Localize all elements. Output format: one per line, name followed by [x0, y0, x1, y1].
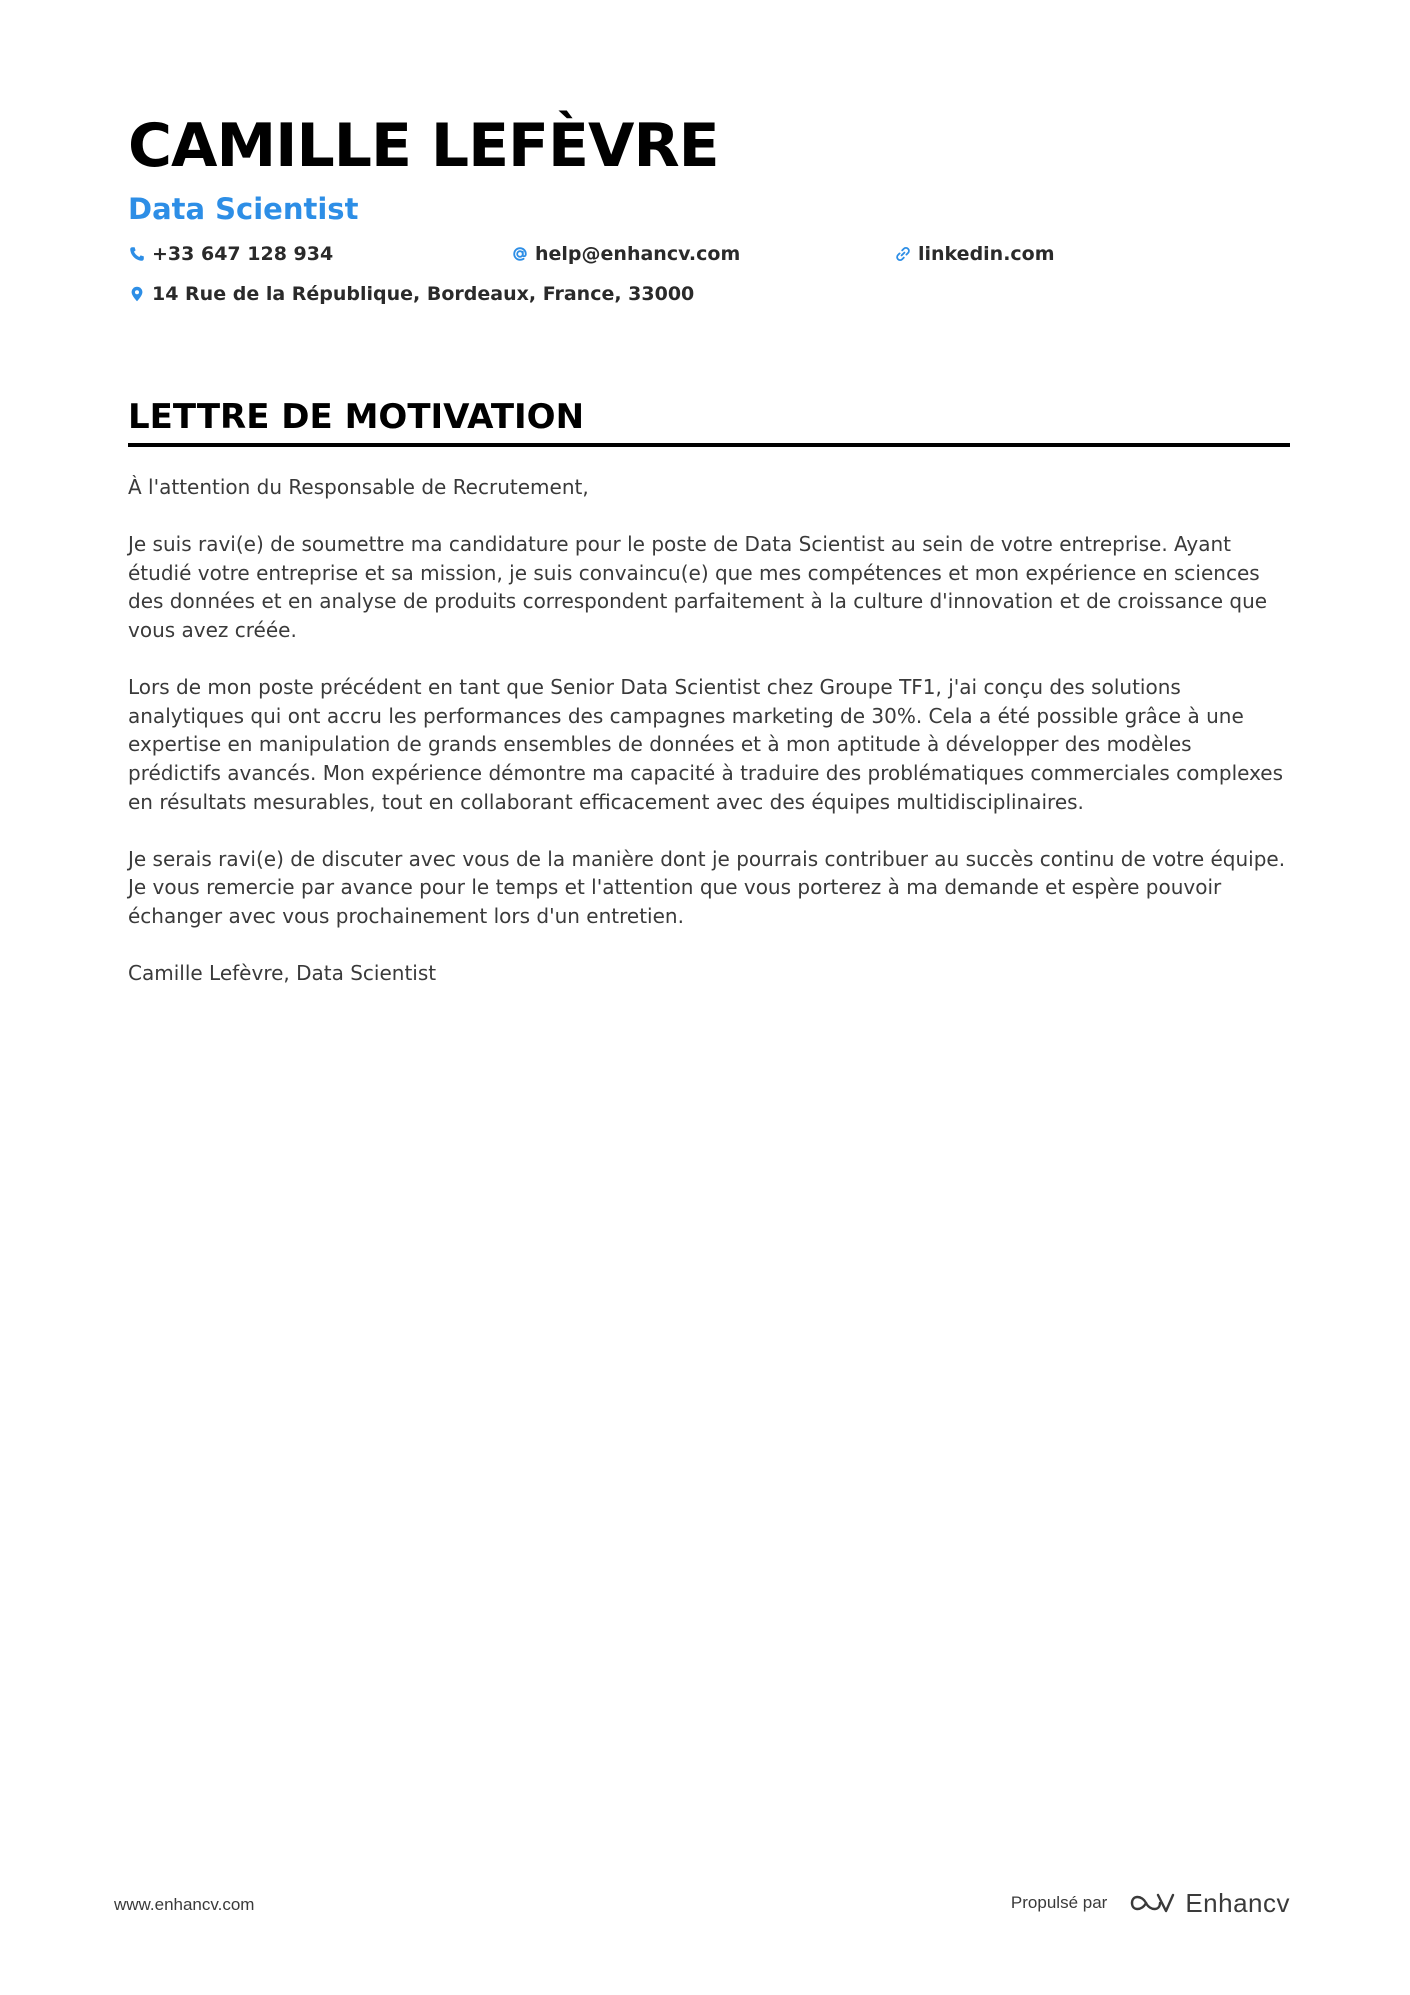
- letter-paragraph-2: Lors de mon poste précédent en tant que Senior Data Scientist chez Groupe TF1, j'ai conçu des solutions analytiques qui ont accru les performances des campagnes marketing de 30%. Cela a été possible grâce à une expertise en manipulation de grands ensembles de données et à mon aptitude à développer des modèles prédictifs avancés. Mon expérience démontre ma capacité à traduire des problématiques commerciales complexes en résultats mesurables, tout en collaborant efficacement avec des équipes multidisciplinaires.: [128, 675, 1284, 814]
- cover-letter-section: [128, 395, 1290, 1016]
- letter-greeting: À l'attention du Responsable de Recrutement,: [128, 475, 589, 499]
- contact-phone: [128, 240, 333, 268]
- email-address[interactable]: help@enhancv.com: [535, 243, 741, 265]
- contact-address: [128, 280, 694, 308]
- linkedin-link[interactable]: linkedin.com: [918, 243, 1055, 265]
- phone-icon: [128, 245, 146, 263]
- section-title: LETTRE DE MOTIVATION: [128, 397, 585, 437]
- contact-email: [511, 240, 740, 268]
- letter-signature: Camille Lefèvre, Data Scientist: [128, 961, 437, 986]
- candidate-title: Data Scientist: [128, 192, 359, 226]
- footer-website[interactable]: www.enhancv.com: [114, 1895, 255, 1914]
- section-divider: [128, 443, 1290, 447]
- brand-name[interactable]: Enhancv: [1185, 1888, 1290, 1918]
- letter-paragraph-1: Je suis ravi(e) de soumettre ma candidature pour le poste de Data Scientist au sein de votre entreprise. Ayant étudié votre entreprise et sa mission, je suis convaincu(e) que mes compétences et mon expérience en sciences des données et en analyse de produits correspondent parfaitement à la culture d'innovation et de croissance que vous avez créée.: [128, 532, 1268, 642]
- address: 14 Rue de la République, Bordeaux, France, 33000: [152, 283, 695, 305]
- candidate-name: CAMILLE LEFÈVRE: [128, 111, 719, 181]
- phone-number[interactable]: +33 647 128 934: [152, 243, 334, 265]
- link-icon: [894, 245, 912, 263]
- at-icon: [511, 245, 529, 263]
- enhancv-logo-icon: [1129, 1889, 1175, 1917]
- header: [128, 110, 1288, 330]
- contact-info: [128, 240, 1288, 330]
- footer-branding: [1011, 1888, 1290, 1918]
- letter-paragraph-3: Je serais ravi(e) de discuter avec vous de la manière dont je pourrais contribuer au succès continu de votre équipe. Je vous remercie par avance pour le temps et l'attention que vous porterez à ma demande et espère pouvoir échanger avec vous prochainement lors d'un entretien.: [128, 846, 1286, 928]
- letter-body: [128, 473, 1290, 988]
- powered-by-label: Propulsé par: [1010, 1893, 1108, 1912]
- contact-linkedin: [894, 240, 1055, 268]
- location-pin-icon: [128, 285, 146, 303]
